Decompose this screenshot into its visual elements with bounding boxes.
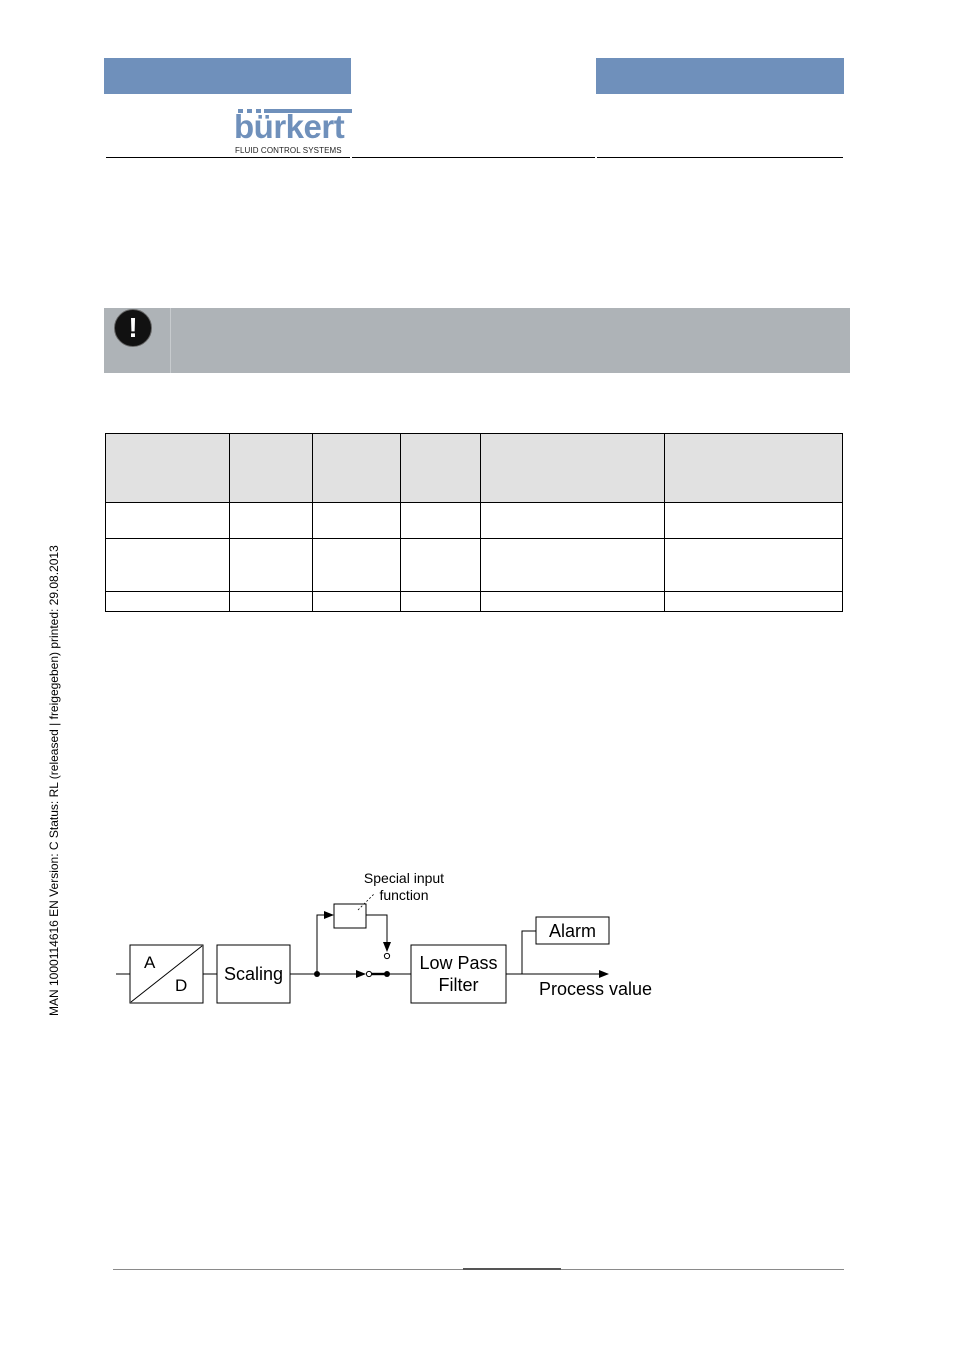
header-rule-left xyxy=(106,157,350,158)
brand-logo xyxy=(234,106,352,156)
logo-wordmark: bürkert xyxy=(234,108,345,145)
special-function-label: function xyxy=(379,887,429,903)
table-header-cell xyxy=(665,434,843,503)
header-rule-right xyxy=(597,157,843,158)
filter-label-line2: Filter xyxy=(438,975,479,995)
header-rule-middle xyxy=(352,157,595,158)
table-header-cell xyxy=(106,434,230,503)
footer-accent xyxy=(463,1268,561,1270)
notice-box xyxy=(104,308,850,373)
scaling-label: Scaling xyxy=(223,964,284,984)
logo-tagline: FLUID CONTROL SYSTEMS xyxy=(235,146,342,155)
ad-label-d: D xyxy=(175,976,188,995)
notice-separator xyxy=(170,308,171,373)
table-header-cell xyxy=(313,434,401,503)
data-table xyxy=(105,433,843,612)
header-bar-right xyxy=(596,58,844,94)
table-row xyxy=(106,592,843,612)
switch-contact-top xyxy=(384,953,389,958)
special-input-label: Special input xyxy=(363,870,445,886)
table-header-row xyxy=(106,434,843,503)
filter-label-line1: Low Pass xyxy=(419,953,498,973)
special-function-box xyxy=(334,904,366,928)
ad-label-a: A xyxy=(144,953,156,972)
process-value-label: Process value xyxy=(539,979,653,999)
signal-flow-diagram xyxy=(100,860,680,1020)
table-row xyxy=(106,539,843,592)
table-header-cell xyxy=(230,434,313,503)
header-bar-left xyxy=(104,58,351,94)
document-status-text: MAN 1000114616 EN Version: C Status: RL (released | freigegeben) printed: 29.08.2013 xyxy=(47,545,61,1016)
switch-contact-left xyxy=(366,971,371,976)
table-header-cell xyxy=(401,434,481,503)
exclamation-icon: ! xyxy=(114,309,152,347)
table-header-cell xyxy=(481,434,665,503)
alarm-label: Alarm xyxy=(548,921,597,941)
table-row xyxy=(106,503,843,539)
